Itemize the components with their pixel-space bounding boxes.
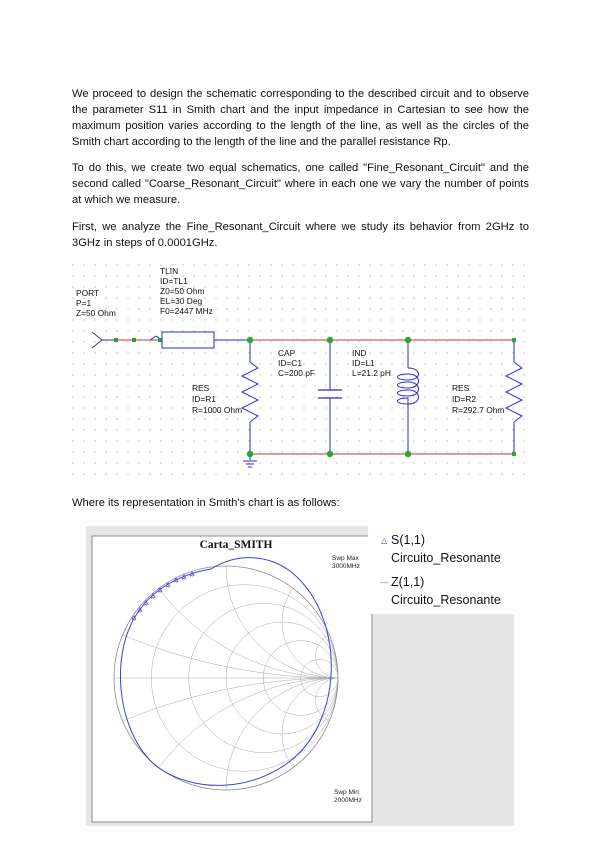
ind-label-0: IND — [352, 348, 367, 358]
swp-max-label: Swp Max — [332, 555, 359, 562]
legend-source-s11: Circuito_Resonante — [391, 551, 501, 565]
cap-label-0: CAP — [278, 348, 296, 358]
tlin-label-3: EL=30 Deg — [160, 296, 203, 306]
res2-label-0: RES — [452, 383, 470, 393]
cap-label-1: ID=C1 — [278, 358, 302, 368]
tlin-label-0: TLIN — [160, 266, 179, 276]
chart-panel — [92, 536, 372, 822]
legend-marker-z11: — — [380, 577, 389, 587]
swp-max-value: 3000MHz — [332, 563, 360, 570]
paragraph-intro: We proceed to design the schematic corresponding to the described circuit and to observe the parameter S11 in Smith chart and the input impedance in Cartesian to see how the maximum position varies according to the length of the line, as well as the circles of the Smith chart according to the length of the line and the parallel resistance Rp. — [72, 88, 529, 148]
tlin-label-1: ID=TL1 — [160, 276, 188, 286]
ind-label-2: L=21.2 pH — [352, 368, 391, 378]
legend — [368, 526, 514, 614]
swp-min-label: Swp Min — [334, 789, 359, 796]
tlin-label-2: Z0=50 Ohm — [160, 286, 205, 296]
port-label-2: Z=50 Ohm — [76, 308, 116, 318]
tlin-label-4: F0=2447 MHz — [160, 306, 213, 316]
legend-marker-s11: △ — [381, 536, 388, 545]
paragraph-fine-analysis: First, we analyze the Fine_Resonant_Circuit where we study its behavior from 2GHz to 3GHz in steps of 0.0001GHz. — [72, 221, 529, 249]
smith-title: Carta_SMITH — [199, 539, 273, 551]
port-label-0: PORT — [76, 288, 100, 298]
res1-label-1: ID=R1 — [192, 394, 216, 404]
paragraph-schematics: To do this, we create two equal schematics, one called "Fine_Resonant_Circuit" and the second called "Coarse_Resonant_Circuit" where in each one we vary the number of points at which we measure. — [72, 162, 529, 206]
smith-chart-figure — [86, 526, 514, 826]
res2-label-1: ID=R2 — [452, 394, 476, 404]
resonant-circuit-schematic — [72, 264, 532, 484]
cap-label-2: C=200 pF — [278, 368, 316, 378]
ind-label-1: ID=L1 — [352, 358, 375, 368]
res1-label-0: RES — [192, 383, 210, 393]
legend-name-z11: Z(1,1) — [391, 575, 425, 589]
res1-label-2: R=1000 Ohm — [192, 405, 243, 415]
legend-source-z11: Circuito_Resonante — [391, 593, 501, 607]
swp-min-value: 2000MHz — [334, 797, 362, 804]
res2-label-2: R=292.7 Ohm — [452, 405, 505, 415]
port-label-1: P=1 — [76, 298, 92, 308]
legend-name-s11: S(1,1) — [391, 533, 426, 547]
paragraph-smith-intro: Where its representation in Smith's chart is as follows: — [72, 497, 340, 509]
